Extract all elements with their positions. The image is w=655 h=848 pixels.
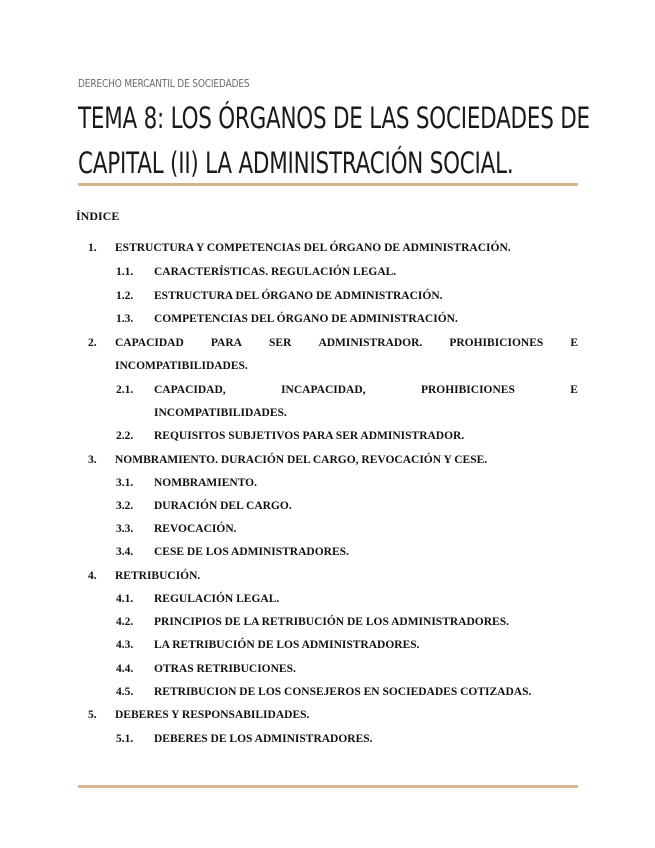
toc-text-line-1	[154, 379, 578, 402]
top-divider	[78, 183, 578, 186]
toc-text: DEBERES Y RESPONSABILIDADES.	[115, 709, 310, 721]
toc-number: 2.1.	[116, 384, 134, 396]
toc-text: REGULACIÓN LEGAL.	[154, 593, 280, 605]
toc-word: CAPACIDAD	[115, 337, 184, 349]
toc-number: 1.3.	[116, 313, 134, 325]
toc-number: 3.4.	[116, 546, 134, 558]
toc-number: 1.2.	[116, 290, 134, 302]
toc-number: 4.1.	[116, 593, 134, 605]
toc-text-line-1	[115, 332, 578, 355]
toc-text-line-2: INCOMPATIBILIDADES.	[115, 360, 248, 372]
toc-text: CARACTERÍSTICAS. REGULACIÓN LEGAL.	[154, 266, 397, 278]
toc-number: 5.1.	[116, 733, 134, 745]
toc-text: RETRIBUCION DE LOS CONSEJEROS EN SOCIEDADES COTIZADAS.	[154, 686, 532, 698]
toc-text: ESTRUCTURA Y COMPETENCIAS DEL ÓRGANO DE ADMINISTRACIÓN.	[115, 242, 511, 254]
toc-number: 3.3.	[116, 523, 134, 535]
toc-text: COMPETENCIAS DEL ÓRGANO DE ADMINISTRACIÓN.	[154, 313, 458, 325]
toc-text: NOMBRAMIENTO. DURACIÓN DEL CARGO, REVOCACIÓN Y CESE.	[115, 454, 488, 466]
toc-text: DEBERES DE LOS ADMINISTRADORES.	[154, 733, 373, 745]
toc-number: 3.	[88, 454, 97, 466]
title-line-1: TEMA 8: LOS ÓRGANOS DE LAS SOCIEDADES DE	[78, 101, 590, 135]
toc-text: CESE DE LOS ADMINISTRADORES.	[154, 546, 349, 558]
toc-word: INCAPACIDAD,	[281, 384, 366, 396]
toc-number: 4.	[88, 570, 97, 582]
toc-word: PROHIBICIONES	[449, 337, 544, 349]
toc-number: 3.2.	[116, 500, 134, 512]
toc-text: DURACIÓN DEL CARGO.	[154, 500, 292, 512]
toc-number: 2.2.	[116, 430, 134, 442]
toc-word: ADMINISTRADOR.	[318, 337, 423, 349]
toc-text: ESTRUCTURA DEL ÓRGANO DE ADMINISTRACIÓN.	[154, 290, 443, 302]
bottom-divider	[78, 785, 578, 788]
toc-word: SER	[269, 337, 292, 349]
document-title	[78, 96, 590, 186]
toc-word: PROHIBICIONES	[420, 384, 515, 396]
toc-number: 5.	[88, 709, 97, 721]
toc-text: PRINCIPIOS DE LA RETRIBUCIÓN DE LOS ADMINISTRADORES.	[154, 616, 509, 628]
document-subject: DERECHO MERCANTIL DE SOCIEDADES	[78, 77, 250, 90]
toc-number: 4.4.	[116, 663, 134, 675]
toc-text: REQUISITOS SUBJETIVOS PARA SER ADMINISTRADOR.	[154, 430, 465, 442]
toc-text: REVOCACIÓN.	[154, 523, 237, 535]
toc-text: RETRIBUCIÓN.	[115, 570, 201, 582]
toc-text: NOMBRAMIENTO.	[154, 477, 257, 489]
toc-number: 4.3.	[116, 639, 134, 651]
toc-number: 4.2.	[116, 616, 134, 628]
toc-number: 2.	[88, 337, 97, 349]
toc-number: 4.5.	[116, 686, 134, 698]
toc-heading: ÍNDICE	[76, 209, 120, 223]
title-line-2: CAPITAL (II) LA ADMINISTRACIÓN SOCIAL.	[78, 146, 514, 180]
toc-text: LA RETRIBUCIÓN DE LOS ADMINISTRADORES.	[154, 639, 420, 651]
toc-text: OTRAS RETRIBUCIONES.	[154, 663, 296, 675]
toc-number: 3.1.	[116, 477, 134, 489]
toc-number: 1.	[88, 242, 97, 254]
toc-text-line-2: INCOMPATIBILIDADES.	[154, 407, 287, 419]
toc-word: E	[570, 337, 578, 349]
toc-word: PARA	[210, 337, 242, 349]
toc-number: 1.1.	[116, 266, 134, 278]
toc-word: E	[570, 384, 578, 396]
toc-word: CAPACIDAD,	[154, 384, 226, 396]
